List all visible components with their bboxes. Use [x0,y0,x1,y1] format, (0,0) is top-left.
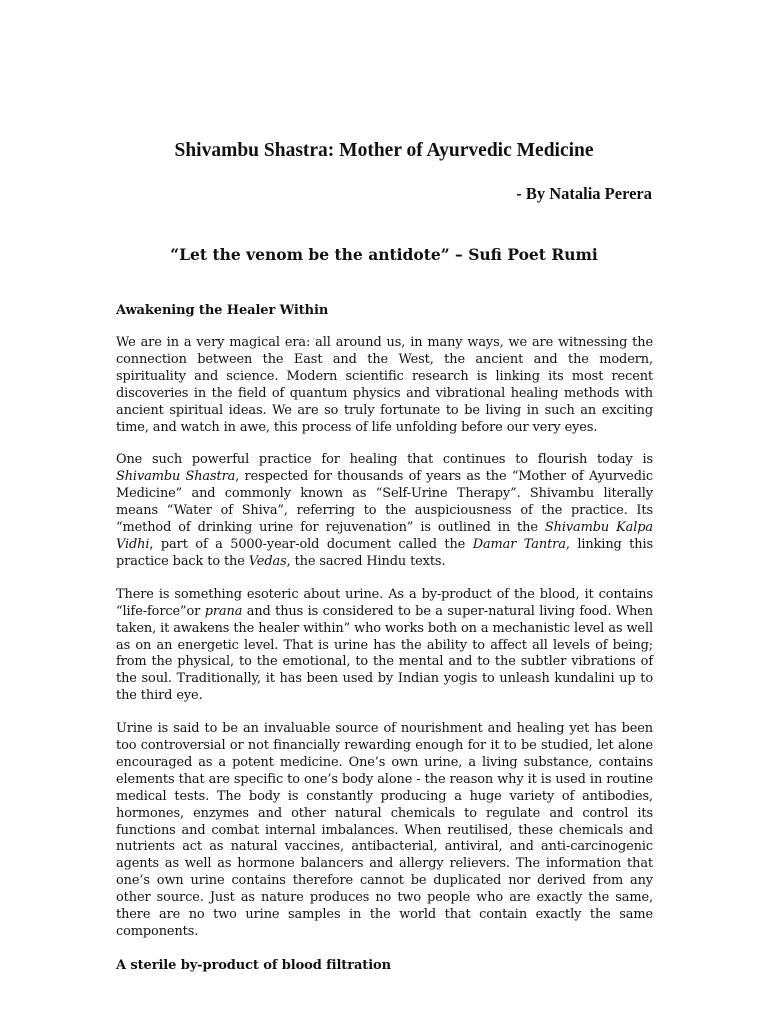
paragraph-1: We are in a very magical era: all around us, in many ways, we are witnessing the connection between the East and the West, the ancient and the modern, spirituality and science. Modern scientific research is linking its most recent discoveries in the field of quantum physics and vibrational healing methods with ancient spiritual ideas. We are so truly fortunate to be living in such an exciting time, and watch in awe, this process of life unfolding before our very eyes. [116,335,653,435]
section-heading-awakening: Awakening the Healer Within [116,303,329,318]
document-title: Shivambu Shastra: Mother of Ayurvedic Medicine [174,140,594,161]
term-prana: prana [204,603,243,619]
epigraph-quote: “Let the venom be the antidote” – Sufi Poet Rumi [170,245,598,264]
section-heading-sterile: A sterile by-product of blood filtration [116,957,391,973]
paragraph-2-text: , the sacred Hindu texts. [286,553,446,569]
paragraph-2-text: , respected for thousands of years as the “Mother of Ayurvedic Medicine” and commonly known as “Self-Urine Therapy”. Shivambu literally means “Water of Shiva”, referring to the auspiciousness of the practice. Its “method of drinking urine for rejuvenation” is outlined in the [116,469,653,536]
document-body [116,302,653,990]
term-damar-tantra: Damar Tantra [472,536,566,552]
term-shivambu-shastra: Shivambu Shastra [116,469,236,485]
paragraph-2-text: , part of a 5000-year-old document called the [149,536,473,552]
author-byline: - By Natalia Perera [516,184,652,203]
paragraph-3-text: and thus is considered to be a super-natural living food. When taken, it awakens the healer within” who works both on a mechanistic level as well as on an energetic level. That is urine has the ability to affect all levels of being; from the physical, to the emotional, to the mental and to the subtler vibrations of the soul. Traditionally, it has been used by Indian yogis to unleash kundalini up to the third eye. [116,603,653,704]
paragraph-3 [116,587,653,705]
paragraph-2-text: , linking this practice back to the [116,536,654,569]
term-vedas: Vedas [248,553,287,569]
term-shivambu-kalpa-vidhi: Shivambu Kalpa Vidhi [116,520,653,552]
paragraph-3-text: There is something esoteric about urine. As a by-product of the blood, it contains “life-force”or [116,586,653,619]
paragraph-2-text: One such powerful practice for healing that continues to flourish today is [116,452,653,468]
paragraph-4: Urine is said to be an invaluable source of nourishment and healing yet has been too controversial or not financially rewarding enough for it to be studied, let alone encouraged as a potent medicine. One’s own urine, a living substance, contains elements that are specific to one’s body alone - the reason why it is used in routine medical tests. The body is constantly producing a huge variety of antibodies, hormones, enzymes and other natural chemicals to regulate and control its functions and combat internal imbalances. When reutilised, these chemicals and nutrients act as natural vaccines, antibacterial, antiviral, and anti-carcinogenic agents as well as hormone balancers and allergy relievers. The information that one’s own urine contains therefore cannot be duplicated nor derived from any other source. Just as nature produces no two people who are exactly the same, there are no two urine samples in the world that contain exactly the same components. [116,721,653,939]
paragraph-2 [116,452,653,570]
